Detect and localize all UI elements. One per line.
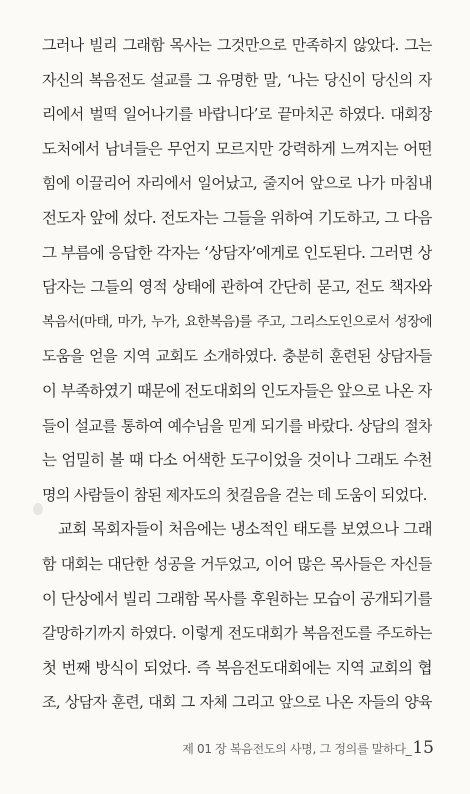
text-line: 복음서(마태, 마가, 누가, 요한복음)를 주고, 그리스도인으로서 성장에 [42,313,432,330]
text-line: 힘에 이끌리어 자리에서 일어났고, 줄지어 앞으로 나가 마침내 [42,174,432,193]
text-line: 함 대회는 대단한 성공을 거두었고, 이어 많은 목사들은 자신들 [42,554,432,573]
text-line: 첫 번째 방식이 되었다. 즉 복음전도대회에는 지역 교회의 협 [42,658,432,677]
paper-smudge [33,503,43,515]
text-line: 이 부족하였기 때문에 전도대회의 인도자들은 앞으로 나온 자 [42,381,432,400]
paragraph-1 [42,28,432,512]
text-line: 들이 설교를 통하여 예수님을 믿게 되기를 바랐다. 상담의 절차 [42,416,432,435]
text-line: 그러나 빌리 그래함 목사는 그것만으로 만족하지 않았다. 그는 [42,36,432,54]
text-line: 그 부름에 응답한 각자는 ‘상담자’에게로 인도된다. 그러면 상 [42,243,432,262]
text-line: 조, 상담자 훈련, 대회 그 자체 그리고 앞으로 나온 자들의 양육 [42,693,432,712]
text-line: 도처에서 남녀들은 무언지 모르지만 강력하게 느껴지는 어떤 [42,139,432,158]
text-line: 도움을 얻을 지역 교회도 소개하였다. 충분히 훈련된 상담자들 [42,347,432,366]
text-line: 는 엄밀히 볼 때 다소 어색한 도구이었을 것이나 그래도 수천 [42,451,432,470]
chapter-running-head: 제 01 장 복음전도의 사명, 그 정의를 말하다_ [182,742,412,756]
text-line: 전도자 앞에 섰다. 전도자는 그들을 위하여 기도하고, 그 다음 [42,208,432,227]
text-line: 리에서 벌떡 일어나기를 바랍니다’로 끝마치곤 하였다. 대회장 [42,105,432,124]
text-line: 담자는 그들의 영적 상태에 관하여 간단히 묻고, 전도 책자와 [42,278,432,297]
text-line: 갈망하기까지 하였다. 이렇게 전도대회가 복음전도를 주도하는 [42,624,432,643]
text-line: 자신의 복음전도 설교를 그 유명한 말, ‘나는 당신이 당신의 자 [42,70,432,89]
paragraph-2 [42,512,432,720]
text-line: 명의 사람들이 참된 제자도의 첫걸음을 걷는 데 도움이 되었다. [42,485,427,504]
page-body-text [42,28,432,720]
running-footer [182,738,434,762]
text-line: 이 단상에서 빌리 그래함 목사를 후원하는 모습이 공개되기를 [42,589,432,608]
page-number: 15 [412,738,434,758]
text-line: 교회 목회자들이 처음에는 냉소적인 태도를 보였으나 그래 [58,520,432,539]
